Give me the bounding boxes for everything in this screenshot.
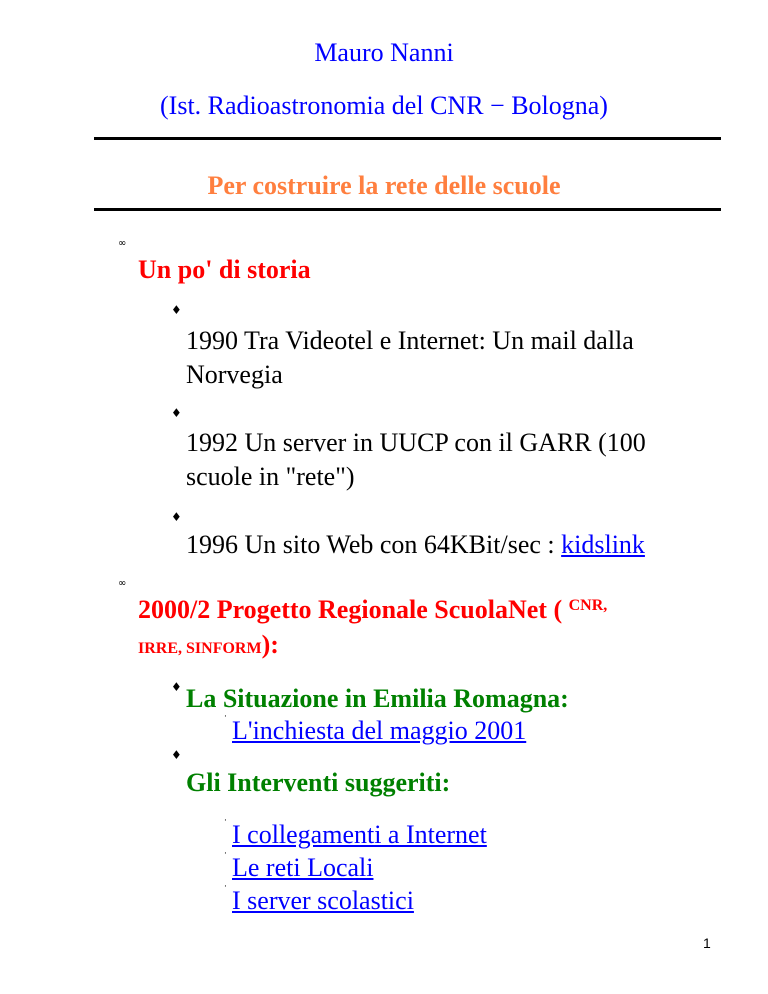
section-heading-history: Un po' di storia	[138, 255, 311, 284]
internet-connections-link[interactable]: I collegamenti a Internet	[232, 820, 487, 849]
list-item	[186, 528, 645, 562]
diamond-bullet-icon: ♦	[171, 303, 182, 317]
list-item-line: Norvegia	[186, 360, 283, 389]
situation-heading: La Situazione in Emilia Romagna:	[186, 684, 569, 713]
interventions-heading: Gli Interventi suggeriti:	[186, 768, 451, 797]
page-subtitle: Per costruire la rete delle scuole	[207, 171, 561, 200]
list-item-line: scuole in "rete")	[186, 462, 355, 491]
heading-text: ):	[261, 630, 279, 659]
local-networks-link[interactable]: Le reti Locali	[232, 853, 374, 882]
list-item-line: 1992 Un server in UUCP con il GARR (100	[186, 428, 646, 457]
dot-bullet-icon: ·	[224, 849, 227, 859]
diamond-bullet-icon: ♦	[171, 406, 182, 420]
heading-small-text: CNR,	[568, 597, 608, 614]
list-item-text: 1996 Un sito Web con 64KBit/sec :	[186, 530, 562, 559]
list-item	[186, 426, 646, 494]
dot-bullet-icon: ·	[224, 816, 227, 826]
diamond-bullet-icon: ♦	[171, 680, 182, 694]
infinity-bullet-icon: ∞	[118, 578, 127, 589]
dot-bullet-icon: ·	[224, 712, 227, 722]
page-number: 1	[703, 935, 711, 951]
divider-top	[94, 137, 721, 140]
heading-text: 2000/2 Progetto Regionale ScuolaNet (	[138, 595, 569, 624]
inquiry-link[interactable]: L'inchiesta del maggio 2001	[232, 716, 527, 745]
section-heading-project-line2	[138, 630, 279, 660]
dot-bullet-icon: ·	[224, 882, 227, 892]
divider-bottom	[94, 208, 721, 211]
heading-small-text: IRRE, SINFORM	[138, 640, 262, 657]
section-heading-project	[138, 595, 607, 625]
author-name: Mauro Nanni	[314, 38, 454, 67]
diamond-bullet-icon: ♦	[171, 748, 182, 762]
list-item-line: 1990 Tra Videotel e Internet: Un mail dalla	[186, 326, 634, 355]
list-item	[186, 324, 634, 392]
infinity-bullet-icon: ∞	[118, 238, 127, 249]
kidslink-link[interactable]: kidslink	[561, 530, 645, 559]
diamond-bullet-icon: ♦	[171, 510, 182, 524]
school-servers-link[interactable]: I server scolastici	[232, 886, 414, 915]
institution: (Ist. Radioastronomia del CNR − Bologna)	[160, 91, 608, 120]
